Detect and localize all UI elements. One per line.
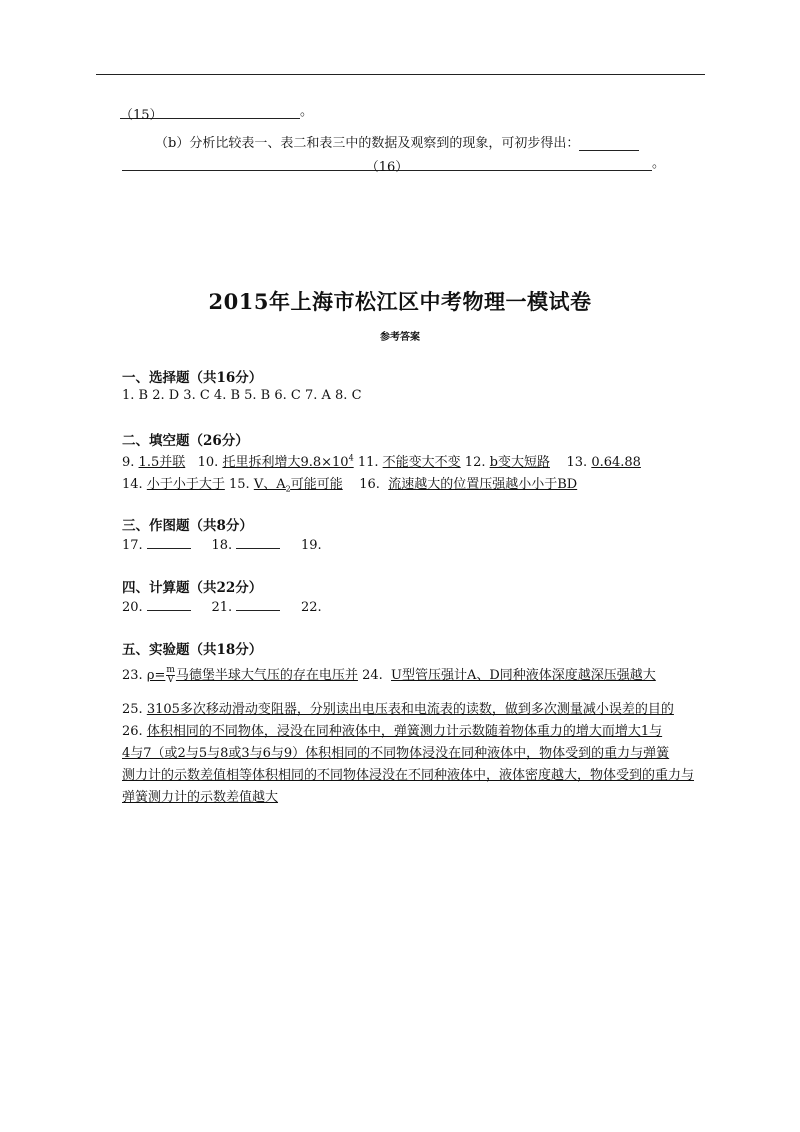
- q18-number: 18.: [211, 538, 233, 553]
- q10-answer-exponent: 4: [348, 453, 354, 463]
- q23-rho: ρ=: [146, 668, 166, 683]
- page-title: 2015年上海市松江区中考物理一模试卷: [208, 289, 592, 314]
- q13-number: 13.: [566, 455, 588, 470]
- q20-number: 20.: [122, 600, 143, 615]
- q26-answer-line-3: 测力计的示数差值相等体积相同的不同物体浸没在不同种液体中，液体密度越大，物体受到的重力与: [122, 768, 695, 783]
- section-1-answers: 1. B 2. D 3. C 4. B 5. B 6. C 7. A 8. C: [122, 388, 362, 403]
- section-5-heading: 五、实验题（共18分）: [122, 642, 263, 658]
- blank-16: [122, 156, 652, 175]
- q16-answer: 流速越大的位置压强越小小于BD: [388, 477, 578, 492]
- q18-blank: [236, 536, 280, 549]
- question-b-line: [155, 132, 639, 151]
- q26-answer-line-2: 4与7（或2与5与8或3与6与9）体积相同的不同物体浸没在同种液体中，物体受到的重力与弹簧: [122, 746, 670, 761]
- q23-fraction: [166, 666, 175, 685]
- question-b-text: （b）分析比较表一、表二和表三中的数据及观察到的现象，可初步得出：: [155, 136, 580, 151]
- page-subtitle: 参考答案: [380, 332, 420, 343]
- q10-answer: [222, 455, 353, 470]
- q26-line-1: [122, 720, 662, 739]
- q26-line-4: [122, 786, 278, 805]
- q14-number: 14.: [122, 477, 143, 492]
- q23-number: 23.: [122, 668, 143, 683]
- q11-number: 11.: [357, 455, 379, 470]
- q24-number: 24.: [362, 668, 383, 683]
- blank-15: [120, 104, 300, 123]
- q10-answer-base: 托里拆利增大9.8×10: [222, 455, 349, 470]
- section-3-heading: 三、作图题（共8分）: [122, 518, 253, 534]
- q11-answer: 不能变大不变: [382, 455, 461, 470]
- q9-answer: 1.5并联: [138, 455, 186, 470]
- q21-blank: [236, 598, 280, 611]
- q15-answer: [254, 477, 343, 492]
- q23-answer-rest: 马德堡半球大气压的存在电压并: [175, 668, 358, 683]
- period: 。: [300, 104, 314, 119]
- q22-number: 22.: [301, 600, 322, 615]
- q12-answer: b变大短路: [489, 455, 550, 470]
- q26-answer-line-1: 体积相同的不同物体，浸没在同种液体中，弹簧测力计示数随着物体重力的增大而增大1与: [146, 724, 663, 739]
- q23-fraction-numerator: m: [166, 665, 175, 675]
- q16-number: 16.: [359, 477, 380, 492]
- period: 。: [652, 156, 666, 171]
- q23-q24-line: [122, 664, 656, 685]
- q25-answer: 3105多次移动滑动变阻器，分别读出电压表和电流表的读数，做到多次测量减小误差的目的: [146, 702, 674, 717]
- blank-16-start: [579, 136, 639, 151]
- q21-number: 21.: [211, 600, 233, 615]
- q25-number: 25.: [122, 702, 143, 717]
- q15-answer-a: V、A: [253, 477, 286, 492]
- q17-number: 17.: [122, 538, 143, 553]
- section-2-heading: 二、填空题（26分）: [122, 433, 249, 449]
- q14-answer: 小于小于大于: [146, 477, 225, 492]
- q19-number: 19.: [301, 538, 322, 553]
- q13-answer: 0.64.88: [591, 455, 641, 470]
- q23-fraction-denominator: V: [167, 675, 174, 685]
- q26-line-3: [122, 764, 694, 783]
- q20-blank: [147, 598, 191, 611]
- blank-15-label: （15）: [120, 108, 163, 123]
- q26-number: 26.: [122, 724, 143, 739]
- blank-16-label: （16）: [365, 160, 409, 175]
- section-3-answers: [122, 536, 322, 553]
- section-4-answers: [122, 598, 322, 615]
- q15-number: 15.: [228, 477, 250, 492]
- q10-number: 10.: [197, 455, 219, 470]
- q17-blank: [147, 536, 191, 549]
- q15-answer-subscript: 2: [285, 484, 291, 494]
- q15-answer-b: 可能可能: [290, 477, 343, 492]
- q26-answer-line-4: 弹簧测力计的示数差值越大: [122, 790, 279, 805]
- q9-number: 9.: [122, 455, 135, 470]
- blank-15-line: [120, 100, 314, 123]
- section-4-heading: 四、计算题（共22分）: [122, 580, 263, 596]
- section-2-line-1: [122, 451, 641, 470]
- q24-answer: U型管压强计A、D同种液体深度越深压强越大: [391, 668, 656, 683]
- q26-line-2: [122, 742, 669, 761]
- q12-number: 12.: [464, 455, 486, 470]
- top-rule: [96, 74, 705, 75]
- section-1-heading: 一、选择题（共16分）: [122, 370, 263, 386]
- blank-16-line: [122, 152, 666, 175]
- q23-answer: [146, 665, 358, 685]
- section-2-line-2: [122, 473, 577, 494]
- q25-line: [122, 698, 674, 717]
